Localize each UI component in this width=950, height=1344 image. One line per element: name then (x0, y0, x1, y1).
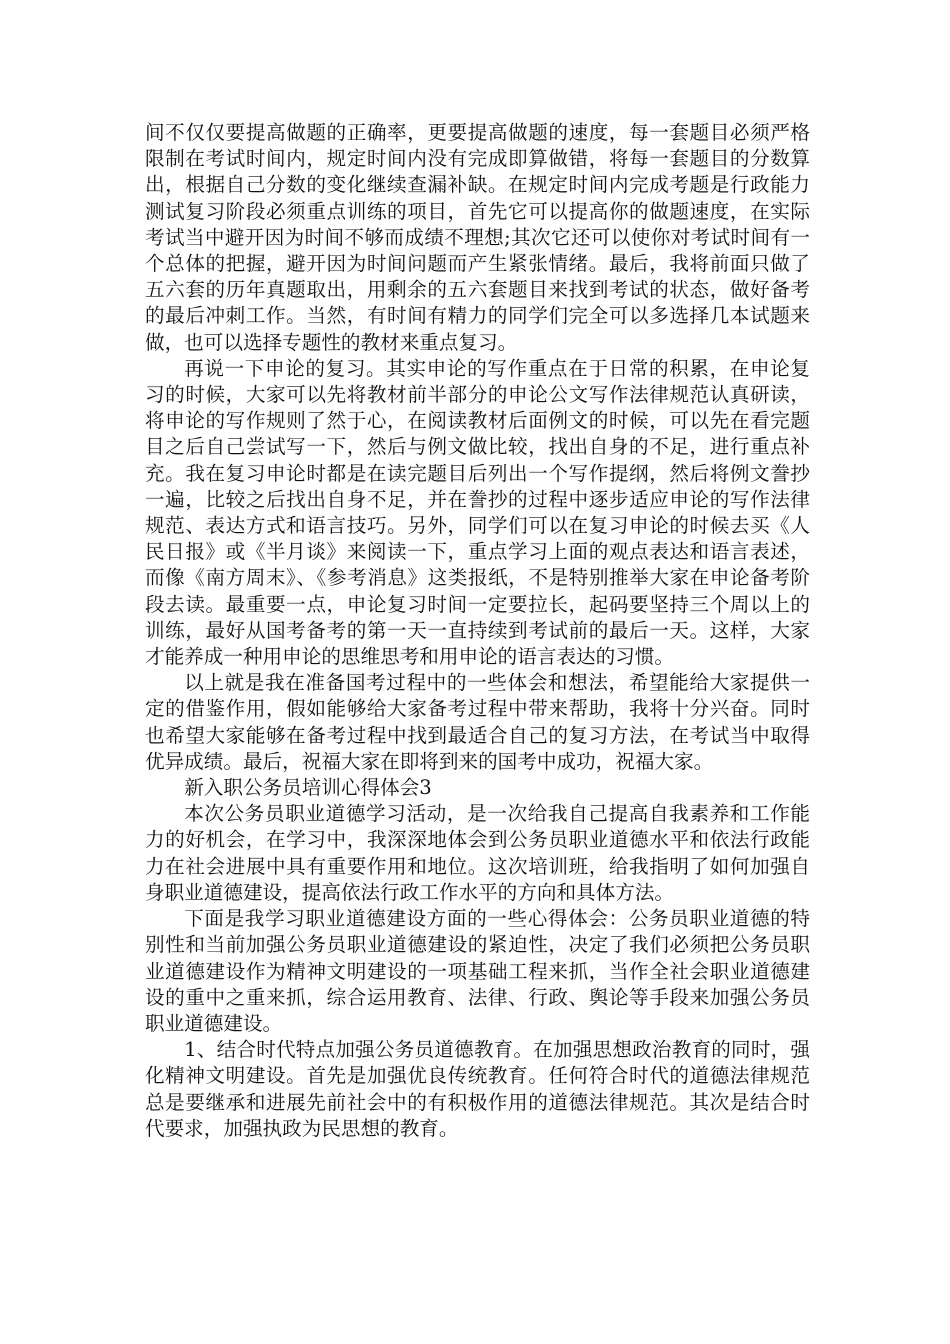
document-page (145, 120, 810, 1142)
paragraph-shenlun-review: 再说一下申论的复习。其实申论的写作重点在于日常的积累，在申论复习的时候，大家可以先将教材前半部分的申论公文写作法律规范认真研读，将申论的写作规则了然于心，在阅读教材后面例文的时候，可以先在看完题目之后自己尝试写一下，然后与例文做比较，找出自身的不足，进行重点补充。我在复习申论时都是在读完题目后列出一个写作提纲，然后将例文誊抄一遍，比较之后找出自身不足，并在誊抄的过程中逐步适应申论的写作法律规范、表达方式和语言技巧。另外，同学们可以在复习申论的时候去买《人民日报》或《半月谈》来阅读一下，重点学习上面的观点表达和语言表述，而像《南方周末》、《参考消息》这类报纸，不是特别推举大家在申论备考阶段去读。最重要一点，申论复习时间一定要拉长，起码要坚持三个周以上的训练，最好从国考备考的第一天一直持续到考试前的最后一天。这样，大家才能养成一种用申论的思维思考和用申论的语言表达的习惯。 (145, 356, 810, 669)
section-heading: 新入职公务员培训心得体会3 (184, 776, 432, 800)
paragraph-experience: 下面是我学习职业道德建设方面的一些心得体会：公务员职业道德的特别性和当前加强公务员职业道德建设的紧迫性，决定了我们必须把公务员职业道德建设作为精神文明建设的一项基础工程来抓，当作全社会职业道德建设的重中之重来抓，综合运用教育、法律、行政、舆论等手段来加强公务员职业道德建设。 (145, 907, 810, 1035)
paragraph-continuation: 间不仅仅要提高做题的正确率，更要提高做题的速度，每一套题目必须严格限制在考试时间内，规定时间内没有完成即算做错，将每一套题目的分数算出，根据自己分数的变化继续查漏补缺。在规定时间内完成考题是行政能力测试复习阶段必须重点训练的项目，首先它可以提高你的做题速度，在实际考试当中避开因为时间不够而成绩不理想;其次它还可以使你对考试时间有一个总体的把握，避开因为时间问题而产生紧张情绪。最后，我将前面只做了五六套的历年真题取出，用剩余的五六套题目来找到考试的状态，做好备考的最后冲刺工作。当然，有时间有精力的同学们完全可以多选择几本试题来做，也可以选择专题性的教材来重点复习。 (145, 121, 810, 354)
paragraph-training-intro: 本次公务员职业道德学习活动，是一次给我自己提高自我素养和工作能力的好机会，在学习中，我深深地体会到公务员职业道德水平和依法行政能力在社会进展中具有重要作用和地位。这次培训班，给我指明了如何加强自身职业道德建设，提高依法行政工作水平的方向和具体方法。 (145, 802, 810, 904)
paragraph-conclusion: 以上就是我在准备国考过程中的一些体会和想法，希望能给大家提供一定的借鉴作用，假如能够给大家备考过程中带来帮助，我将十分兴奋。同时也希望大家能够在备考过程中找到最适合自己的复习方法，在考试当中取得优异成绩。最后，祝福大家在即将到来的国考中成功，祝福大家。 (145, 671, 810, 773)
paragraph-point-one: 1、结合时代特点加强公务员道德教育。在加强思想政治教育的同时，强化精神文明建设。首先是加强优良传统教育。任何符合时代的道德法律规范总是要继承和进展先前社会中的有积极作用的道德法律规范。其次是结合时代要求，加强执政为民思想的教育。 (145, 1038, 810, 1140)
